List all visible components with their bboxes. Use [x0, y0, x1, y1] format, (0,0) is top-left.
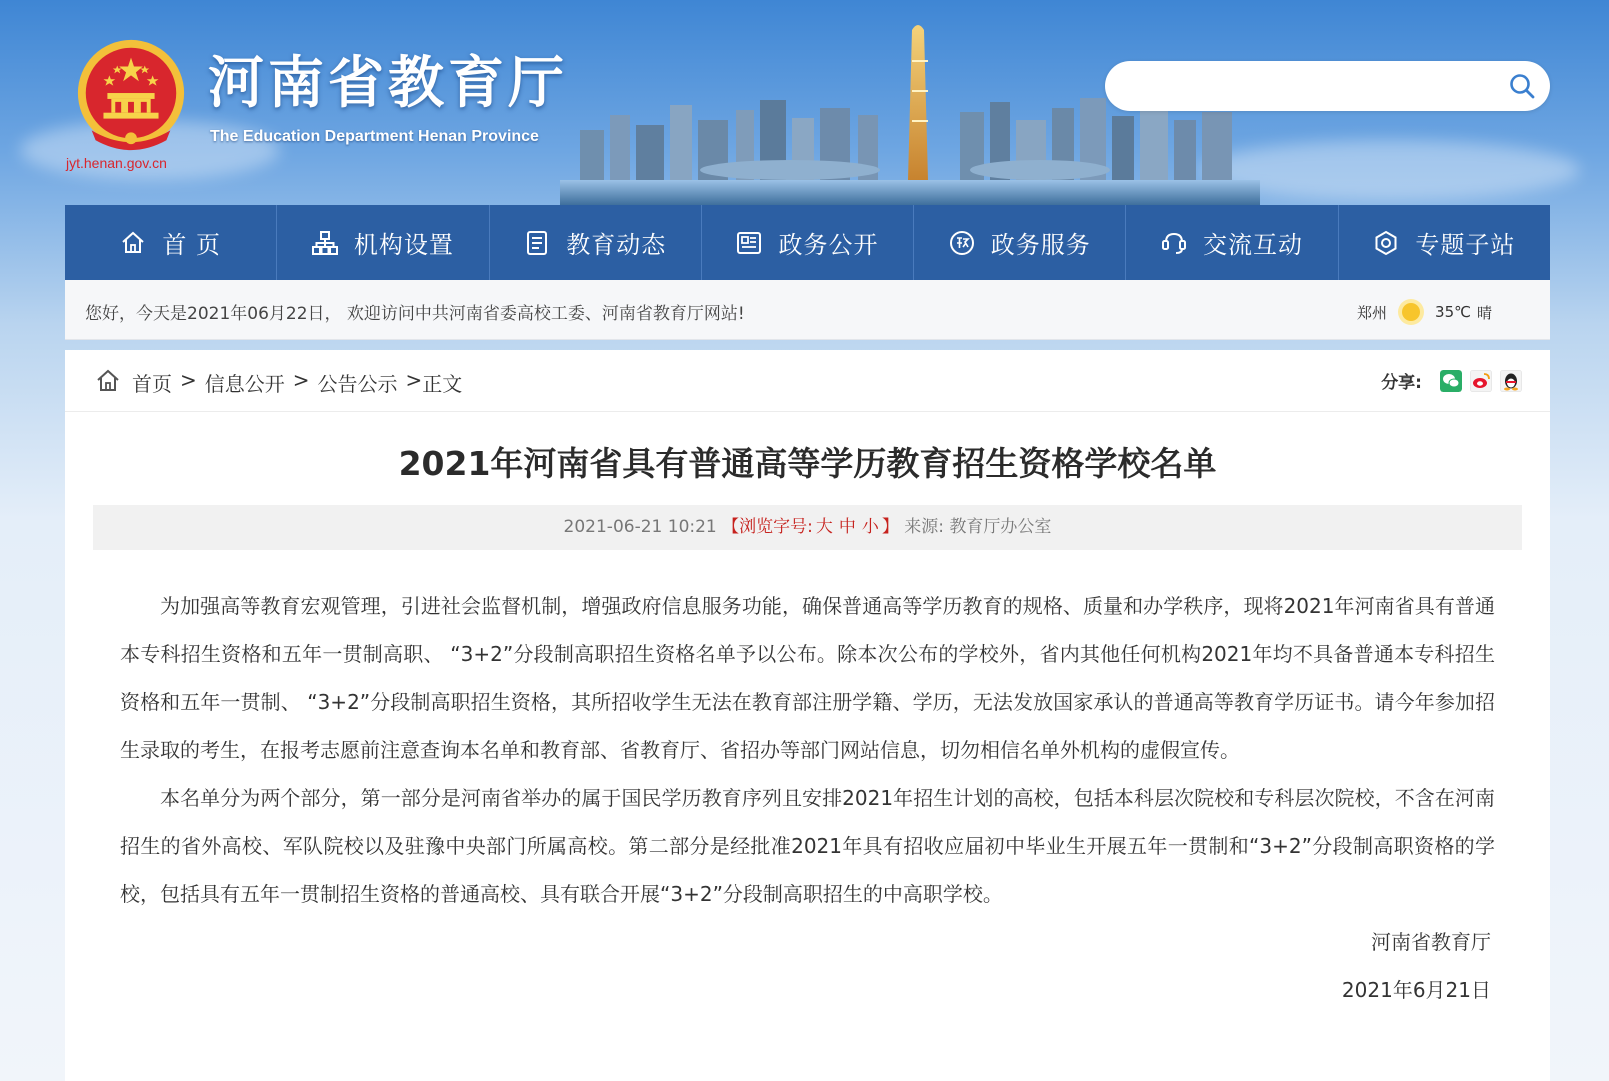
weather-temperature: 35℃: [1435, 303, 1471, 321]
nav-item-home[interactable]: [65, 205, 277, 280]
site-title[interactable]: 河南省教育厅: [208, 51, 568, 116]
nav-label: 机构设置: [353, 231, 454, 259]
national-emblem-icon: [72, 36, 190, 154]
site-subtitle: The Education Department Henan Province: [210, 128, 539, 145]
article-date: 2021-06-21 10:21: [563, 517, 717, 537]
signoff-organization: 河南省教育厅: [1371, 930, 1491, 954]
home-icon[interactable]: [95, 368, 121, 394]
nav-item-organization[interactable]: [277, 205, 489, 280]
font-size-medium-button[interactable]: 中: [838, 517, 856, 537]
breadcrumb-info-disclosure[interactable]: 信息公开: [204, 372, 285, 396]
article-paragraph: 本名单分为两个部分，第一部分是河南省举办的属于国民学历教育序列且安排2021年招生计划的高校，包括本科层次院校和专科层次院校，不含在河南招生的省外高校、军队院校以及驻豫中央部门所属高校。第二部分是经批准2021年具有招收应届初中毕业生开展五年一贯制和“3+2”分段制高职资格的学校，包括具有五年一贯制招生资格的普通高校、具有联合开展“3+2”分段制高职招生的中高职学校。: [120, 786, 1495, 906]
site-header: [0, 0, 1609, 205]
breadcrumb-home[interactable]: 首页: [132, 372, 172, 396]
nav-label: 政务服务: [990, 231, 1091, 259]
nav-item-government-services[interactable]: [914, 205, 1126, 280]
weather-description: 晴: [1476, 303, 1492, 322]
breadcrumb-separator: >: [180, 368, 197, 392]
info-bar: [65, 280, 1550, 340]
font-size-prefix: 【浏览字号:: [722, 517, 813, 537]
news-icon: [524, 230, 550, 256]
weibo-icon[interactable]: [1470, 370, 1492, 392]
breadcrumb-current: 正文: [422, 372, 463, 396]
nav-item-government-affairs[interactable]: [702, 205, 914, 280]
greeting-text: 您好，今天是2021年06月22日， 欢迎访问中共河南省委高校工委、河南省教育厅网站!: [85, 304, 745, 324]
search-icon[interactable]: [1508, 72, 1536, 100]
sun-icon: [1397, 298, 1425, 326]
weather-city: 郑州: [1357, 303, 1388, 322]
breadcrumb-bar: [65, 350, 1550, 412]
org-chart-icon: [312, 230, 338, 256]
document-icon: [736, 230, 762, 256]
main-nav: [65, 205, 1550, 280]
nav-label: 专题子站: [1415, 231, 1516, 259]
city-skyline-image: [560, 20, 1260, 205]
settings-icon: [1373, 230, 1399, 256]
article-title: 2021年河南省具有普通高等学历教育招生资格学校名单: [398, 444, 1217, 483]
signoff-date: 2021年6月21日: [1341, 978, 1491, 1002]
search-input[interactable]: [1105, 61, 1495, 111]
nav-item-special-sites[interactable]: [1339, 205, 1550, 280]
font-size-selector: [722, 517, 899, 537]
article-paragraph: 为加强高等教育宏观管理，引进社会监督机制，增强政府信息服务功能，确保普通高等学历教育的规格、质量和办学秩序，现将2021年河南省具有普通本专科招生资格和五年一贯制高职、 “3+2”分段制高职招生资格名单予以公布。除本次公布的学校外，省内其他任何机构2021年均不具备普通本专科招生资格和五年一贯制、 “3+2”分段制高职招生资格，其所招收学生无法在教育部注册学籍、学历，无法发放国家承认的普通高等教育学历证书。请今年参加招生录取的考生，在报考志愿前注意查询本名单和教育部、省教育厅、省招办等部门网站信息，切勿相信名单外机构的虚假宣传。: [120, 594, 1495, 762]
nav-label: 首 页: [162, 231, 221, 259]
nav-item-education-news[interactable]: [490, 205, 702, 280]
search-box: [1105, 61, 1550, 111]
font-size-suffix: 】: [881, 517, 899, 537]
font-size-large-button[interactable]: 大: [815, 517, 833, 537]
home-icon: [120, 230, 146, 256]
article-source: 来源: 教育厅办公室: [904, 517, 1052, 537]
breadcrumb-announcements[interactable]: 公告公示: [317, 372, 398, 396]
chat-icon: [1161, 230, 1187, 256]
breadcrumb-separator: >: [405, 368, 423, 392]
share-bar: [1381, 368, 1522, 393]
nav-label: 交流互动: [1203, 231, 1304, 259]
wechat-icon[interactable]: [1440, 370, 1462, 392]
government-seal-icon: [949, 230, 975, 256]
breadcrumb: [132, 368, 462, 397]
breadcrumb-separator: >: [292, 368, 310, 392]
qq-icon[interactable]: [1500, 370, 1522, 392]
nav-label: 教育动态: [566, 231, 667, 259]
article-meta: [93, 505, 1522, 550]
weather-widget: [1357, 298, 1492, 326]
font-size-small-button[interactable]: 小: [861, 517, 879, 537]
article-body: [120, 582, 1495, 1014]
share-label: 分享:: [1381, 373, 1422, 393]
nav-label: 政务公开: [778, 231, 879, 259]
site-url[interactable]: jyt.henan.gov.cn: [66, 155, 167, 171]
article-container: [65, 350, 1550, 1081]
nav-item-interaction[interactable]: [1126, 205, 1338, 280]
